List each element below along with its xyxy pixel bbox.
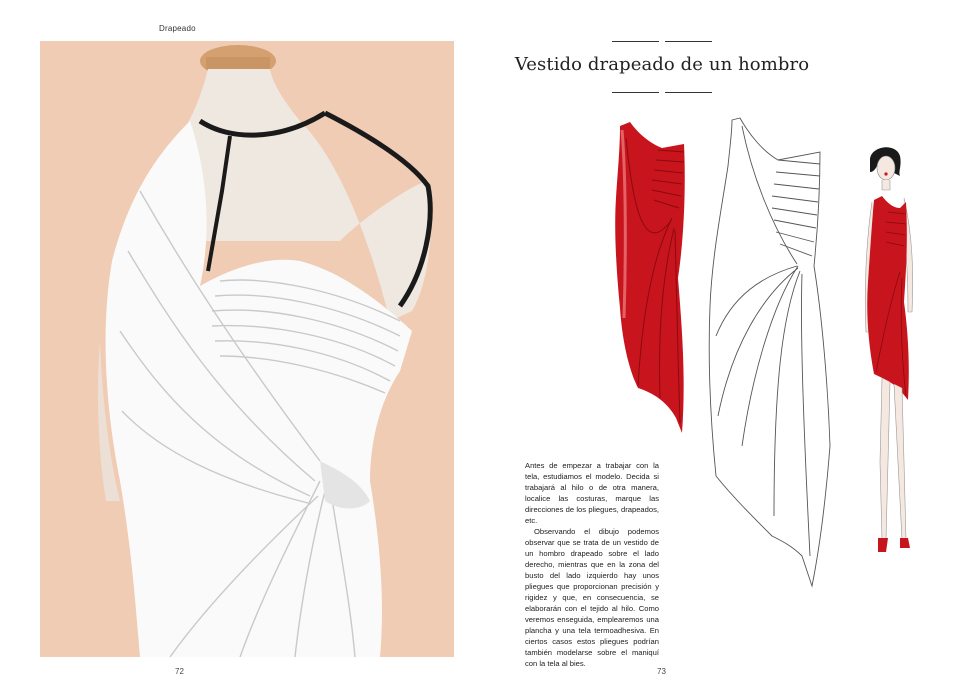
fashion-figure-sketch: [856, 142, 928, 562]
body-paragraph-1: Antes de empezar a trabajar con la tela, estudiamos el modelo. Decida si trabajará al hilo o de otra manera, localice las costuras, marque las direcciones de los pliegues, drapeados, etc.: [525, 461, 659, 525]
body-paragraph-2: Observando el dibujo podemos observar que se trata de un vestido de un hombro drapeado sobre el lado derecho, mientras que en la zona del busto del lado izquierdo hay unos pliegues que proporcionan precisión y rigidez y que, en consecuencia, se elaborarán con el tejido al hilo. Como veremos enseguida, emplearemos una plancha y una tela termoadhesiva. En ciertos casos estos pliegues podrían también modelarse sobre el maniquí con la tela al bies.: [525, 527, 659, 668]
title-rule-top: [612, 41, 712, 42]
flat-dress-drawing: [702, 116, 834, 591]
page-title: Vestido drapeado de un hombro: [514, 54, 810, 75]
body-text: [525, 460, 659, 669]
title-rule-bottom: [612, 92, 712, 93]
dress-form-photo: [40, 41, 454, 657]
page-number-right: 73: [657, 667, 666, 676]
page-number-left: 72: [175, 667, 184, 676]
running-head: Drapeado: [159, 24, 196, 33]
red-dress-sketch: [612, 118, 692, 443]
